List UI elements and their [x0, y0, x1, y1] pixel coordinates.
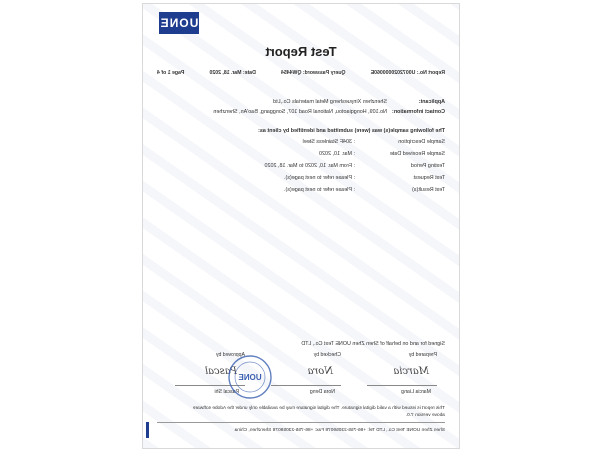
contact-label: Contact information: [391, 109, 445, 115]
sample-row: Sample Description : 304F Stainless Steel [302, 139, 445, 145]
company-stamp [227, 354, 273, 400]
uone-logo: UONE [159, 12, 199, 34]
applicant-value: Shenzhen Xinyuesheng Metal materials Co.,Ltd [273, 99, 387, 105]
applicant-label: Applicant: [418, 99, 445, 105]
sample-row: Test Request : Please refer to next page(s). [283, 175, 445, 181]
company-address: Shen Zhen UONE Test Co., LTD Tel: +86-755-23059078 Fax: +86-755-23059078 Shenzhen, China [234, 428, 445, 433]
approved-signature: Pascal [204, 366, 237, 377]
sample-row: Test Result(s) : Please refer to next page(s). [283, 187, 445, 193]
intro-text: The following sample(s) was (were) submitted and identified by client as: [258, 128, 445, 134]
report-date: Date: Mar. 18, 2020 [209, 70, 256, 76]
query-password: Query Password: QW4454 [280, 70, 346, 76]
approved-name: Pascal Shi [214, 389, 239, 395]
mirrored-content [143, 4, 459, 448]
signature-line [367, 385, 437, 386]
footnote-2: above version 7.0. [405, 413, 445, 418]
contact-row [157, 109, 445, 115]
applicant-row [157, 99, 445, 105]
stamp-text: UONE [238, 373, 262, 382]
contact-value: No.109, Hongqiaotou, National Road 107, Songgang, Bao'An, Shenzhen [213, 109, 387, 115]
checked-role: Checked by [313, 352, 341, 358]
prepared-signature: Marcia [393, 366, 429, 377]
signature-line [271, 385, 341, 386]
checked-signature: Nora [307, 366, 333, 377]
prepared-name: Marcia Liang [401, 389, 431, 395]
prepared-role: Prepared by [408, 352, 437, 358]
footer-accent [146, 422, 149, 438]
report-page [142, 3, 460, 449]
footnote-1: This report is issued with a valid digital signature. The digital signature may be available only under the Adobe software [192, 406, 445, 411]
page-number: Page 1 of 4 [157, 70, 185, 76]
footer-divider [157, 422, 445, 423]
sample-row: Sample Received Date : Mar. 10, 2020 [319, 151, 445, 157]
report-number: Report No.: U0072020000060E [370, 70, 445, 76]
sample-row: Testing Period : From Mar. 10, 2020 to Mar. 18, 2020 [264, 163, 445, 169]
report-meta [157, 70, 445, 76]
report-title: Test Report [265, 44, 337, 59]
checked-name: Nora Deng [309, 389, 335, 395]
approved-role: Approved by [215, 352, 245, 358]
signed-line: Signed for and on behalf of Shen Zhen UONE Test Co., LTD [301, 341, 445, 347]
